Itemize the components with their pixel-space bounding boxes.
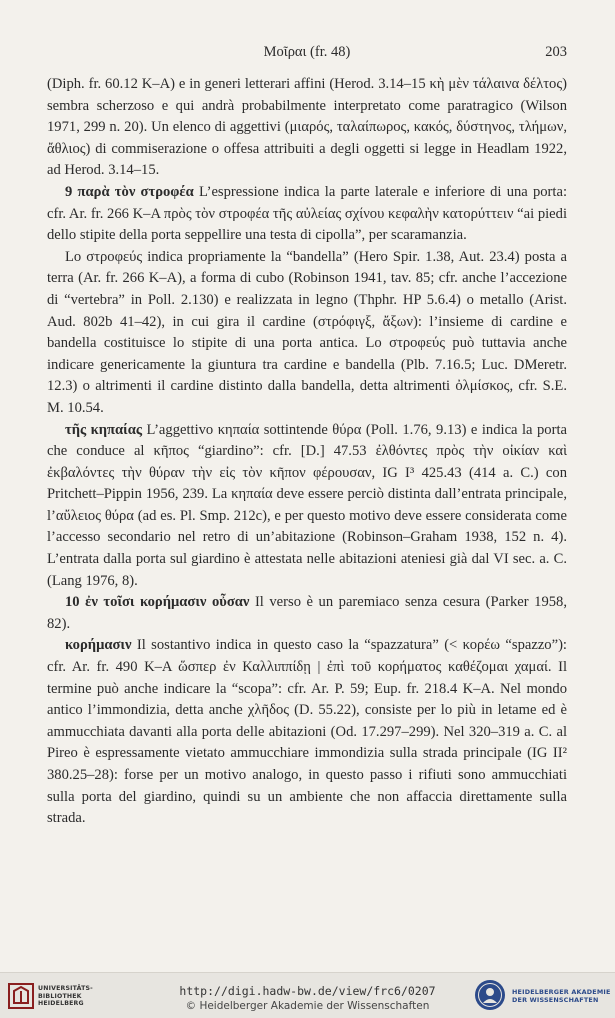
- paragraph-3: Lo στροφεύς indica propriamente la “bandella” (Hero Spir. 1.38, Aut. 23.4) posta a terra (Ar. fr. 266 K–A), a forma di cubo (Robinson 1941, tav. 85; cfr. anche l’accezione di “vertebra” in Poll. 2.130) e realizzata in legno (Thphr. HP 5.6.4) o metallo (Arist. Aud. 802b 41–42), in cui gira il cardine (στρόφιγξ, ἄξων): l’insieme di cardine e bandella costituisce lo stipite di una porta antica. Lo στροφεύς può tuttavia anche indicare genericamente la giuntura tra cardine e bandella (Plb. 7.16.5; Luc. DMeretr. 12.3) o altrimenti il cardine distinto dalla bandella, detta altrimenti ὀλμίσκος, cfr. S.E. M. 10.54.: [47, 248, 567, 416]
- academy-logo[interactable]: [474, 979, 614, 1013]
- digitization-footer: [0, 972, 615, 1018]
- paragraph-6-text: Il sostantivo indica in questo caso la “spazzatura” (< κορέω “spazzo”): cfr. Ar. fr. 490 K–A ὥσπερ ἐν Καλλιππίδῃ | ἐπὶ τοῦ κορήματος καθέζομαι χαμαί. Il termine può anche indicare la “scopa”: cfr. Ar. P. 59; Eup. fr. 218.4 K–A. Nel mondo antico l’immondizia, detta anche χλῆδος (D. 55.22), consiste per lo più in letame ed è ammucchiata davanti alla porta delle abitazioni (Od. 17.297–299). Nel 320–319 a. C. al Pireo è espressamente vietato ammucchiare immondizia sulla strada principale (IG II² 380.25–28): forse per un motivo analogo, in questo passo i rifiuti sono ammucchiati sulla porta del giardino, quindi su un ambiente che non affaccia direttamente sulla strada.: [47, 637, 567, 827]
- paragraph-4-text: L’aggettivo κηπαία sottintende θύρα (Poll. 1.76, 9.13) e indica la porta che conduce al κῆπος “giardino”: cfr. [D.] 47.53 ἐλθόντες πρὸς τὴν οἰκίαν καὶ ἐκβαλόντες τὴν θύραν τὴν εἰς τὸν κῆπον φέρουσαν, IG I³ 425.43 (414 a. C.) con Pritchett–Pippin 1956, 239. La κηπαία deve essere perciò distinta dall’entrata principale, l’αὔλειος θύρα (ad es. Pl. Smp. 212c), e per questo motivo deve essere considerata come l’accesso secondario nel retro di un’abitazione (Robinson–Graham 1938, 152 n. 4). L’entrata dalla porta sul giardino è attestata nelle abitazioni ateniesi già dal VI sec. a. C. (Lang 1976, 8).: [47, 421, 567, 589]
- lemma-kepaias: τῆς κηπαίας: [65, 421, 143, 438]
- paragraph-2-text: L’espressione indica la parte laterale e inferiore di una porta: cfr. Ar. fr. 266 K–A πρὸς τὸν στροφέα τῆς αὐλείας σχίνου κεφαλὴν κατορύττειν “ai piedi dello stipite della porta seppellire una testa di cipolla”, per scaramanzia.: [47, 183, 568, 244]
- library-logo-line-1: UNIVERSITÄTS-: [38, 985, 93, 992]
- lemma-verse-10: 10 ἐν τοῖσι κορήμασιν οὖσαν: [65, 594, 250, 611]
- lemma-koremasin: κορήμασιν: [65, 637, 132, 654]
- academy-logo-text: [512, 988, 611, 1004]
- academy-logo-line-2: DER WISSENSCHAFTEN: [512, 996, 599, 1004]
- copyright-notice: © Heidelberger Akademie der Wissenschaften: [185, 1000, 430, 1012]
- library-logo-line-3: HEIDELBERG: [38, 1000, 84, 1007]
- running-title: Μοῖραι (fr. 48): [263, 44, 351, 60]
- academy-logo-line-1: HEIDELBERGER AKADEMIE: [512, 988, 611, 996]
- running-head: [47, 44, 567, 64]
- library-logo-line-2: BIBLIOTHEK: [38, 992, 82, 1000]
- paragraph-2: [47, 182, 567, 247]
- page-number: 203: [545, 44, 567, 60]
- body-text: [47, 74, 567, 830]
- permalink-url[interactable]: http://digi.hadw-bw.de/view/frc6/0207: [179, 984, 436, 998]
- academy-seal-icon: [474, 979, 506, 1011]
- paragraph-4: [47, 420, 567, 593]
- paragraph-1: (Diph. fr. 60.12 K–A) e in generi letterari affini (Herod. 3.14–15 κὴ μὲν τάλαινα δέλτος) sembra scherzoso e qui andrà probabilmente interpretato come paratragico (Wilson 1971, 299 n. 20). Un elenco di aggettivi (μιαρός, ταλαίπωρος, κακός, δύστηνος, τλήμων, ἄθλιος) di commiserazione o offesa attribuiti a degli oggetti si legge in Headlam 1922, ad Herod. 3.14–15.: [47, 76, 567, 179]
- paragraph-5: [47, 592, 567, 635]
- paragraph-5-text: Il verso è un paremiaco senza cesura (Parker 1958, 82).: [47, 594, 567, 632]
- lemma-verse-9: 9 παρὰ τὸν στροφέα: [65, 183, 194, 200]
- paragraph-6: [47, 635, 567, 829]
